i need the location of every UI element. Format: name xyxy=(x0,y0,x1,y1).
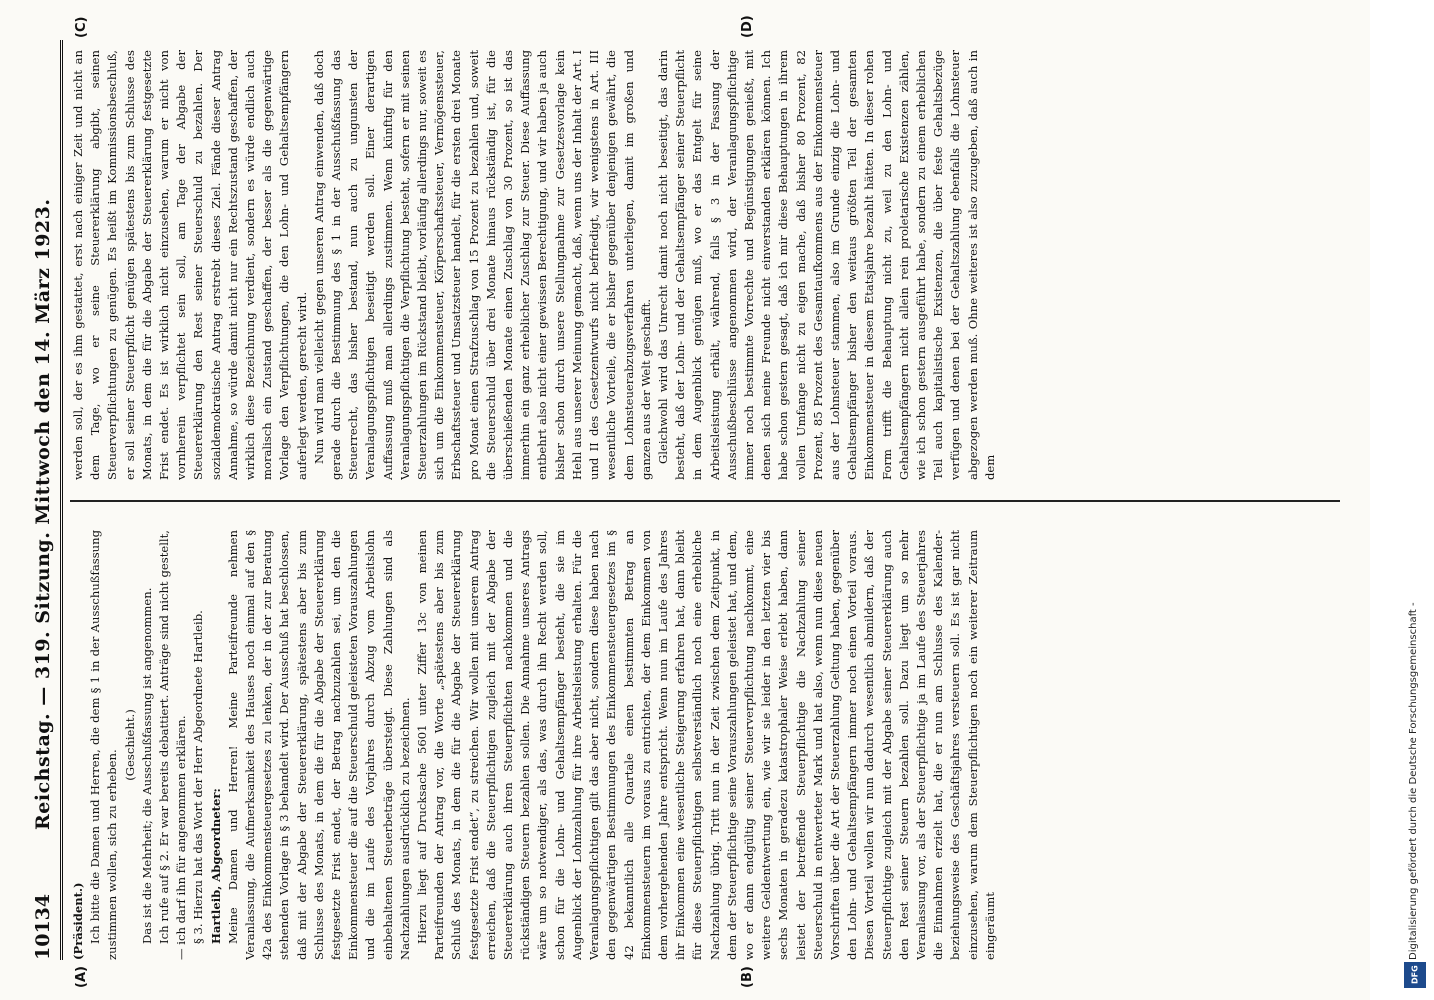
page-title: Reichstag. — 319. Sitzung. Mittwoch den 14. März 1923. xyxy=(32,198,54,830)
margin-marker-b: (B) xyxy=(740,966,755,988)
column-divider xyxy=(70,500,1340,502)
paragraph: werden soll, der es ihm gestattet, erst nach einiger Zeit und nicht an dem Tage, wo er seine Steuererklärung abgibt, seinen Steuerverpflichtungen zu genügen. Es heißt im Kommissionsbeschluß, er soll seiner Steuerpflicht genügen spätestens bis zum Schlusse des Monats, in dem die für die Abgabe der Steuererklärung festgesetzte Frist endet. Es ist wirklich nicht einzusehen, warum er nicht von vornherein verpflichtet sein soll, am Tage der Abgabe der Steuererklärung den Rest seiner Steuerschuld zu bezahlen. Der sozialdemokratische Antrag erstrebt dieses Ziel. Fände dieser Antrag Annahme, so würde damit nicht nur ein Rechtszustand geschaffen, der wirklich diese Bezeichnung verdient, sondern es würde endlich auch moralisch ein Zustand geschaffen, der besser als die gegenwärtige Vorlage den Verpflichtungen, die den Lohn- und Gehaltsempfängern auferlegt werden, gerecht wird. xyxy=(71,50,309,480)
speaker-name: Hartleib, Abgeordneter: xyxy=(208,788,223,944)
text-column-right xyxy=(70,50,1340,480)
paragraph: (Geschieht.) xyxy=(122,709,137,781)
paragraph: Meine Damen und Herren! Meine Parteifreunde nehmen Veranlassung, die Aufmerksamkeit des Hauses noch einmal auf den § 42a des Einkommensteuergesetzes zu lenken, der in der zur Beratung stehenden Vorlage in § 3 behandelt wird. Der Ausschuß hat beschlossen, daß mit der Abgabe der Steuererklärung, spätestens aber bis zum Schlusse des Monats, in dem die für die Abgabe der Steuererklärung festgesetzte Frist endet, der Betrag nachzuzahlen sei, um den die Einkommensteuer die auf die Steuerschuld geleisteten Vorauszahlungen und die im Laufe des Vorjahres durch Abzug vom Arbeitslohn einbehaltenen Steuerbeträge übersteigt. Diese Zahlungen sind als Nachzahlungen ausdrücklich zu bezeichnen. xyxy=(225,530,412,960)
paragraph: § 3. Hierzu hat das Wort der Herr Abgeordnete Hartleib. xyxy=(191,610,206,944)
paragraph: Gleichwohl wird das Unrecht damit noch nicht beseitigt, das darin besteht, daß der Lohn- und der Gehaltsempfänger seiner Steuerpflicht in dem Augenblick genügen muß, wo er das Entgelt für seine Arbeitsleistung erhält, während, falls § 3 in der Fassung der Ausschußbeschlüsse angenommen wird, der Veranlagungspflichtige immer noch bestimmte Vorrechte und Begünstigungen genießt, mit denen sich meine Freunde nicht einverstanden erklären können. Ich habe schon gestern gesagt, daß ich mir diese Behauptungen in ihrem vollen Umfange nicht zu eigen mache, daß bisher 80 Prozent, 82 Prozent, 85 Prozent des Gesamtaufkommens aus der Einkommensteuer aus der Lohnsteuer stammen, also im Grunde einzig die Lohn- und Gehaltsempfänger bisher den weitaus größten Teil der gesamten Einkommensteuer in diesem Etatsjahre bezahlt hätten. In dieser rohen Form trifft die Behauptung nicht zu, weil zu den Lohn- und Gehaltsempfängern nicht allein rein proletarische Existenzen zählen, wie ich schon gestern ausgeführt habe, sondern zu einem erheblichen Teil auch kapitalistische Existenzen, die über feste Gehaltsbezüge verfügen und denen bei der Gehaltszahlung ebenfalls die Lohnsteuer abgezogen werden muß. Ohne weiteres ist also zuzugeben, daß auch in dem xyxy=(655,50,997,480)
text-column-left xyxy=(70,530,1340,960)
digitization-note xyxy=(1400,20,1430,980)
digitization-text: Digitalisierung gefördert durch die Deutsche Forschungsgemeinschaft - xyxy=(1408,602,1419,960)
page-number: 10134 xyxy=(32,893,54,960)
paragraph: Ich bitte die Damen und Herren, die dem § 1 in der Ausschußfassung zustimmen wollen, sich zu erheben. xyxy=(88,530,120,960)
margin-marker-a: (A) xyxy=(74,966,89,988)
paragraph: Ich rufe auf § 2. Er war bereits debattiert. Anträge sind nicht gestellt, — ich darf ihn für angenommen erklären. xyxy=(157,530,189,960)
page-header xyxy=(28,40,63,960)
margin-marker-c: (C) xyxy=(74,16,89,38)
speaker-label: (Präsident.) xyxy=(71,882,85,960)
paragraph: Nun wird man vielleicht gegen unseren Antrag einwenden, daß doch gerade durch die Bestimmung des § 1 in der Ausschußfassung das Steuerrecht, das bisher bestand, nun auch zu ungunsten der Veranlagungspflichtigen beseitigt werden soll. Einer derartigen Auffassung muß man allerdings zustimmen. Wenn künftig für den Veranlagungspflichtigen die Verpflichtung besteht, sofern er mit seinen Steuerzahlungen im Rückstand bleibt, vorläufig allerdings nur, soweit es sich um die Einkommensteuer, Körperschaftssteuer, Vermögenssteuer, Erbschaftssteuer und Umsatzsteuer handelt, für die ersten drei Monate pro Monat einen Strafzuschlag von 15 Prozent zu bezahlen und, soweit die Steuerschuld über drei Monate hinaus rückständig ist, für die überschießenden Monate einen Zuschlag von 30 Prozent, so ist das immerhin ein ganz erheblicher Zuschlag zur Steuer. Diese Auffassung entbehrt also nicht einer gewissen Berechtigung, und wir haben ja auch bisher schon durch unsere Stellungnahme zur Gesetzesvorlage kein Hehl aus unserer Meinung gemacht, daß, wenn uns der Inhalt der Art. I und II des Gesetzentwurfs nicht befriedigt, wir wenigstens in Art. III wesentliche Vorteile, die er bisher gegenüber denjenigen gewährt, die dem Lohnsteuerabzugsverfahren unterliegen, damit im großen und ganzen aus der Welt geschafft. xyxy=(311,50,653,480)
margin-marker-d: (D) xyxy=(740,15,755,38)
paragraph: Das ist die Mehrheit; die Ausschußfassung ist angenommen. xyxy=(139,587,154,944)
paragraph: Hierzu liegt auf Drucksache 5601 unter Ziffer 13c von meinen Parteifreunden der Antrag vor, die Worte „spätestens aber bis zum Schluß des Monats, in dem die für die Abgabe der Steuererklärung festgesetzte Frist endet“, zu streichen. Wir wollen mit unserem Antrag erreichen, daß die Steuerpflichtigen zugleich mit der Abgabe der Steuererklärung auch ihren Steuerpflichten nachkommen und die rückständigen Steuern bezahlen sollen. Die Annahme unseres Antrags wäre um so notwendiger, als das, was durch ihn Recht werden soll, schon für die Lohn- und Gehaltsempfänger besteht, die sie im Augenblick der Lohnzahlung für ihre Arbeitsleistung erhalten. Für die Veranlagungspflichtigen gilt das aber nicht, sondern diese haben nach den gegenwärtigen Bestimmungen des Einkommensteuergesetzes im § 42 bekanntlich alle Quartale einen bestimmten Betrag an Einkommensteuern im voraus zu entrichten, der dem Einkommen von dem vorhergehenden Jahre entspricht. Wenn nun im Laufe des Jahres ihr Einkommen eine wesentliche Steigerung erfahren hat, dann bleibt für diese Steuerpflichtigen selbstverständlich noch eine erhebliche Nachzahlung übrig. Tritt nun in der Zeit zwischen dem Zeitpunkt, in dem der Steuerpflichtige seine Vorauszahlungen geleistet hat, und dem, wo er dann endgültig seiner Steuerverpflichtung nachkommt, eine weitere Geldentwertung ein, wie wir sie leider in den letzten vier bis sechs Monaten in geradezu katastrophaler Weise erlebt haben, dann leistet der betreffende Steuerpflichtige die Nachzahlung seiner Steuerschuld in entwerteter Mark und hat also, wenn nun diese neuen Vorschriften über die Art der Steuerzahlung Geltung haben, gegenüber den Lohn- und Gehaltsempfängern immer noch einen Vorteil voraus. Diesen Vorteil wollen wir nun dadurch wesentlich abmildern, daß der Steuerpflichtige zugleich mit der Abgabe seiner Steuererklärung auch den Rest seiner Steuern bezahlen soll. Dazu liegt um so mehr Veranlassung vor, als der Steuerpflichtige ja im Laufe des Steuerjahres die Einnahmen erzielt hat, die er nun am Schlusse des Kalender- beziehungsweise des Geschäftsjahres versteuern soll. Es ist gar nicht einzusehen, warum dem Steuerpflichtigen noch ein weiterer Zeitraum eingeräumt xyxy=(415,530,997,960)
dfg-logo: DFG xyxy=(1404,962,1426,988)
